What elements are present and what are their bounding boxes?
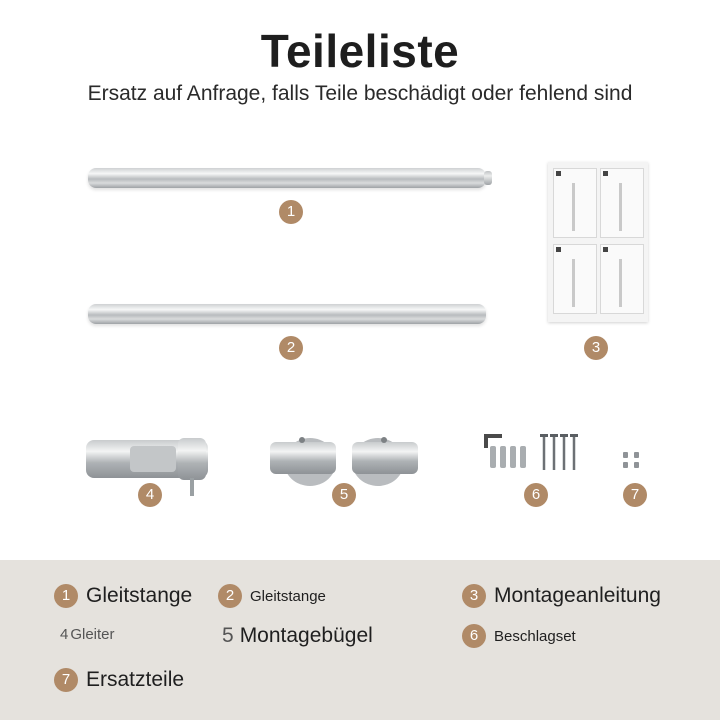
part-number-badge-7: 7 — [623, 483, 647, 507]
part-number-badge-5: 5 — [332, 483, 356, 507]
legend-label-5: Montagebügel — [239, 624, 373, 647]
part-number-badge-6: 6 — [524, 483, 548, 507]
page-subtitle: Ersatz auf Anfrage, falls Teile beschädigt oder fehlend sind — [87, 82, 633, 105]
parts-legend — [0, 560, 720, 720]
legend-item-4 — [60, 626, 115, 643]
legend-label-7: Ersatzteile — [86, 668, 185, 691]
legend-label-3: Montageanleitung — [494, 584, 661, 607]
installation-manual-icon — [548, 162, 648, 322]
legend-item-1 — [54, 584, 192, 608]
legend-item-2 — [218, 584, 326, 608]
legend-badge-2: 2 — [218, 584, 242, 608]
legend-item-6 — [462, 624, 576, 648]
part-number-badge-2: 2 — [279, 336, 303, 360]
legend-label-4: Gleiter — [70, 626, 115, 643]
part-number-badge-3: 3 — [584, 336, 608, 360]
legend-item-5 — [222, 624, 373, 648]
legend-label-1: Gleitstange — [86, 584, 193, 607]
legend-label-2: Gleitstange — [250, 587, 326, 605]
legend-label-6: Beschlagset — [494, 627, 576, 645]
legend-badge-6: 6 — [462, 624, 486, 648]
legend-badge-4: 4 — [60, 626, 69, 643]
mounting-brackets-icon — [268, 432, 424, 488]
part-number-badge-1: 1 — [279, 200, 303, 224]
legend-badge-3: 3 — [462, 584, 486, 608]
legend-badge-1: 1 — [54, 584, 78, 608]
page-title: Teileliste — [260, 25, 460, 77]
spare-parts-icon — [620, 450, 646, 472]
legend-badge-5: 5 — [222, 624, 234, 647]
hardware-set-icon — [478, 430, 590, 478]
legend-badge-7: 7 — [54, 668, 78, 692]
part-number-badge-4: 4 — [138, 483, 162, 507]
legend-item-7 — [54, 668, 184, 692]
legend-item-3 — [462, 584, 661, 608]
